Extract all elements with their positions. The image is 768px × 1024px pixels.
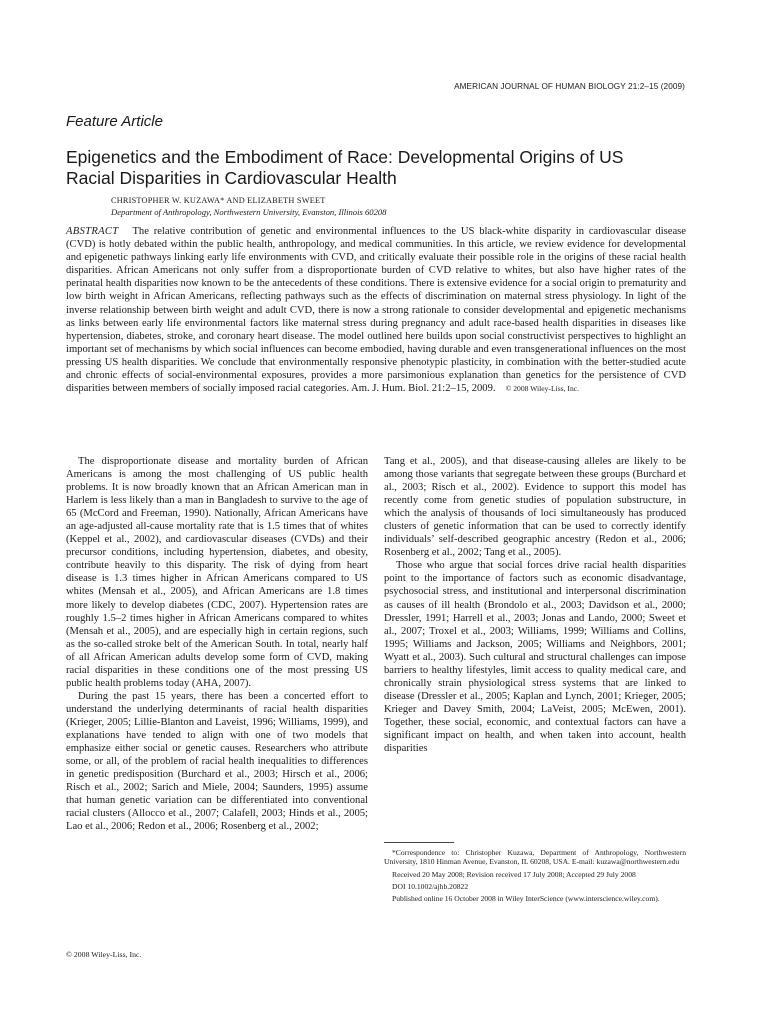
abstract-copyright: © 2008 Wiley-Liss, Inc. (505, 384, 580, 394)
footnotes (384, 842, 686, 906)
body-column-left (66, 455, 368, 833)
article-title: Epigenetics and the Embodiment of Race: Developmental Origins of US Racial Disparities in Cardiovascular Health (66, 147, 624, 188)
abstract-label: ABSTRACT (66, 226, 119, 237)
body-paragraph: Those who argue that social forces drive racial health disparities point to the importance of factors such as economic disadvantage, psychosocial stress, and institutional and interpersonal discrimination as causes of ill health (Brondolo et al., 2003; Davidson et al., 2000; Dressler, 1991; Harrell et al., 2003; Jonas and Lando, 2000; Sweet et al., 2007; Troxel et al., 2003; Williams, 1999; Williams and Collins, 1995; Williams and Jackson, 2005; Williams and Neighbors, 2001; Wyatt et al., 2003). Such cultural and structural challenges can impose barriers to healthy lifestyles, limit access to quality medical care, and chronically strain physiological stress systems that are linked to disease (Dressler et al., 2005; Kaplan and Lynch, 2001; Krieger, 2005; Krieger and Davey Smith, 2004; LaVeist, 2005; McEwen, 2001). Together, these social, economic, and contextual factors can have a significant impact on health, and when taken into account, health disparities (384, 560, 686, 755)
body-paragraph: During the past 15 years, there has been a concerted effort to understand the underlying determinants of racial health disparities (Krieger, 2005; Lillie-Blanton and Laveist, 1996; Williams, 1999), and explanations have tended to align with one of two models that emphasize either social or genetic causes. Researchers who attribute some, or all, of the problem of racial health inequalities to differences in genetic predisposition (Burchard et al., 2003; Hirsch et al., 2006; Risch et al., 2002; Sarich and Miele, 2004; Saunders, 1995) assume that human genetic variation can be differentiated into conventional racial clusters (Allocco et al., 2007; Calafell, 2003; Hinds et al., 2005; Lao et al., 2006; Redon et al., 2006; Rosenberg et al., 2002; (66, 690, 368, 833)
footnote-received: Received 20 May 2008; Revision received 17 July 2008; Accepted 29 July 2008 (392, 869, 636, 879)
footer-copyright: © 2008 Wiley-Liss, Inc. (66, 950, 142, 959)
body-paragraph: Tang et al., 2005), and that disease-causing alleles are likely to be among those variants that segregate between these groups (Burchard et al., 2003; Risch et al., 2002). Evidence to support this model has recently come from genetic studies of population substructure, in which the analysis of thousands of loci simultaneously has produced clusters of genetic information that can be used to correctly identify individuals’ self-described geographic ancestry (Redon et al., 2006; Rosenberg et al., 2002; Tang et al., 2005). (384, 456, 686, 559)
section-label: Feature Article (66, 113, 163, 130)
body-column-right (384, 455, 686, 755)
abstract (66, 225, 686, 395)
running-head: AMERICAN JOURNAL OF HUMAN BIOLOGY 21:2–15 (2009) (454, 82, 685, 91)
author-line: CHRISTOPHER W. KUZAWA* AND ELIZABETH SWEET (111, 196, 326, 205)
footnote-correspondence: *Correspondence to: Christopher Kuzawa, Department of Anthropology, Northwestern University, 1810 Hinman Avenue, Evanston, IL 60208, USA. E-mail: kuzawa@northwestern.edu (384, 848, 686, 867)
footnote-published: Published online 16 October 2008 in Wiley InterScience (www.interscience.wiley.com). (392, 894, 660, 904)
footnote-divider (384, 842, 454, 843)
footnote-doi: DOI 10.1002/ajhb.20822 (392, 881, 469, 891)
body-paragraph: The disproportionate disease and mortality burden of African Americans is among the most challenging of US public health problems. It is now broadly known that an African American man in Harlem is less likely than a man in Bangladesh to survive to the age of 65 (McCord and Freeman, 1990). Nationally, African Americans have an age-adjusted all-cause mortality rate that is 1.5 times that of whites (Keppel et al., 2002), and cardiovascular diseases (CVDs) and their precursor conditions, including hypertension, diabetes, and obesity, contribute heavily to this disparity. The risk of dying from heart disease is 1.3 times higher in African Americans compared to US whites (Mensah et al., 2005), and African Americans are 1.8 times more likely to develop diabetes (CDC, 2007). Hypertension rates are roughly 1.5–2 times higher in African Americans compared to whites (Mensah et al., 2005), and are especially high in certain regions, such as the so-called stroke belt of the American South. In total, nearly half of all African American adults develop some form of CVD, making racial disparities in these conditions one of the most pressing US public health problems today (AHA, 2007). (66, 456, 368, 689)
affiliation: Department of Anthropology, Northwestern University, Evanston, Illinois 60208 (111, 207, 387, 217)
abstract-text: The relative contribution of genetic and environmental influences to the US black-white disparity in cardiovascular disease (CVD) is hotly debated within the public health, anthropology, and medical communities. In this article, we review evidence for developmental and epigenetic pathways linking early life environments with CVD, and critically evaluate their possible role in the origins of these racial health disparities. African Americans not only suffer from a disproportionate burden of CVD relative to whites, but also have higher rates of the perinatal health disparities now known to be the antecedents of these conditions. There is extensive evidence for a social origin to prematurity and low birth weight in African Americans, reflecting pathways such as the effects of discrimination on maternal stress physiology. In light of the inverse relationship between birth weight and adult CVD, there is now a strong rationale to consider developmental and epigenetic mechanisms as links between early life environmental factors like maternal stress during pregnancy and adult race-based health disparities in diseases like hypertension, diabetes, stroke, and coronary heart disease. The model outlined here builds upon social constructivist perspectives to highlight an important set of mechanisms by which social influences can become embodied, having durable and even transgenerational influences on the most pressing US health disparities. We conclude that environmentally responsive phenotypic plasticity, in combination with the better-studied acute and chronic effects of social-environmental exposures, provides a more parsimonious explanation than genetics for the persistence of CVD disparities between members of socially imposed racial categories. Am. J. Hum. Biol. 21:2–15, 2009. (66, 226, 686, 395)
